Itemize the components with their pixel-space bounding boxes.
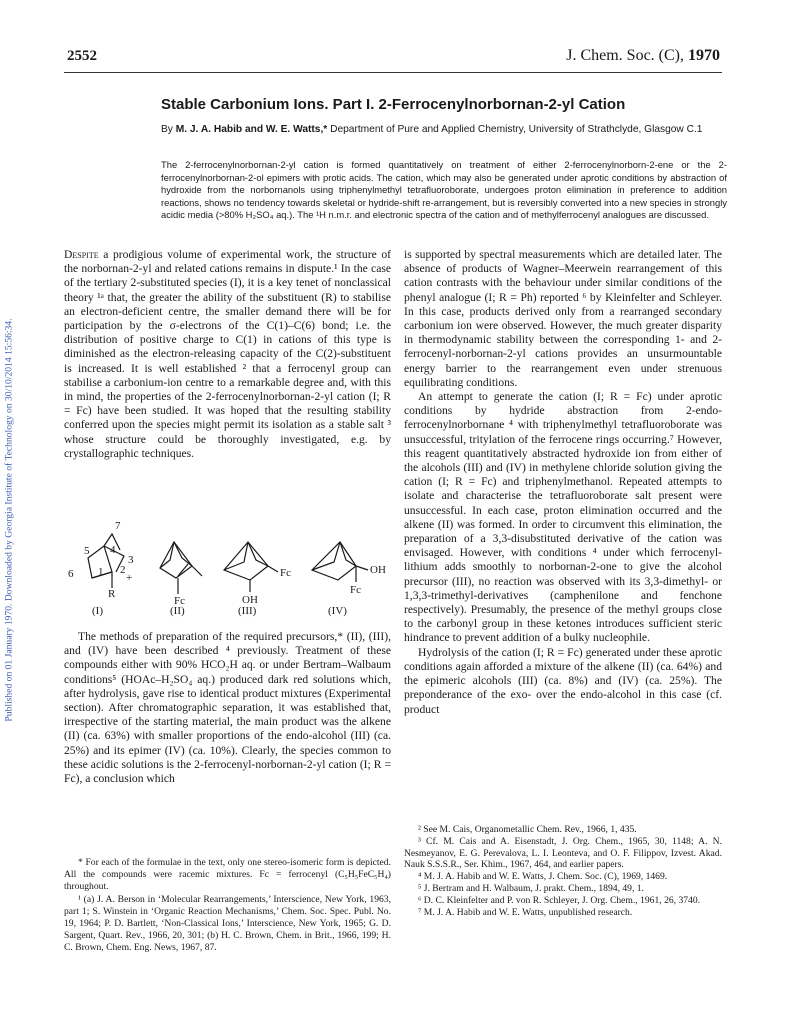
- journal-name: J. Chem. Soc. (C),: [566, 47, 684, 64]
- structure-I: [88, 534, 124, 588]
- left-column-bottom: [64, 630, 391, 786]
- reference-6: ⁶ D. C. Kleinfelter and P. von R. Schleyer, J. Org. Chem., 1961, 26, 3740.: [418, 894, 701, 906]
- atom-2: 2: [120, 564, 126, 576]
- header-rule: [64, 72, 722, 73]
- affiliation: Department of Pure and Applied Chemistry, University of Strathclyde, Glasgow C.1: [330, 124, 703, 135]
- structure-IV-oh: OH: [370, 564, 386, 576]
- atom-6: 6: [68, 568, 74, 580]
- cation-charge: +: [126, 572, 133, 584]
- article-title: Stable Carbonium Ions. Part I. 2-Ferrocenylnorbornan-2-yl Cation: [161, 96, 626, 113]
- reference-2: ² See M. Cais, Organometallic Chem. Rev., 1966, 1, 435.: [418, 824, 637, 835]
- right-column: [404, 248, 722, 717]
- structure-scheme: [64, 520, 394, 620]
- right-footnotes: [404, 824, 722, 918]
- atom-1: 1: [98, 566, 104, 578]
- label-III: (III): [238, 605, 257, 617]
- intro-paragraph: [64, 248, 391, 461]
- structure-IV-fc: Fc: [350, 584, 361, 596]
- left-footnotes: [64, 857, 391, 953]
- abstract: The 2-ferrocenylnorbornan-2-yl cation is formed quantitatively on treatment of either 2-ferrocenylnorborn-2-ene or the 2-ferrocenylnorbornan-2-ol epimers with protic acids. The cation, which may also be generated under aprotic conditions by abstraction of hydroxide from the norbornanols using triphenylmethyl tetrafluoroborate, undergoes proton elimination in preference to addition reactions, shows no tendency towards skeletal or hydride-shift re-arrangement, but is reversibly converted into a new species in strongly acidic media (>80% H₂SO₄ aq.). The ¹H n.m.r. and electronic spectra of the cation and of methylferrocenyl analogues are discussed.: [161, 159, 727, 220]
- atom-7: 7: [115, 520, 121, 532]
- download-watermark-text: Published on 01 January 1970. Downloaded by Georgia Institute of Technology on 30/10/2014 15:56:34.: [3, 318, 15, 722]
- journal-citation: [566, 47, 720, 65]
- atom-4: 4: [110, 544, 116, 556]
- footnote-star: * For each of the formulae in the text, only one stereo-isomeric form is depicted. All the compounds were racemic mixtures. Fc = ferrocenyl (C₅H₅FeC₅H₄) throughout.: [64, 857, 391, 892]
- drop-word: Despite: [64, 248, 99, 261]
- substituent-r: R: [108, 588, 116, 600]
- structure-II: [160, 542, 202, 594]
- byline-prefix: By: [161, 124, 173, 135]
- page-number: 2552: [67, 48, 97, 64]
- reference-3: ³ Cf. M. Cais and A. Eisenstadt, J. Org. Chem., 1965, 30, 1148; A. N. Nesmeyanov, E. G. Perevalova, L. I. Leonteva, and O. F. Filippov, Izvest. Akad. Nauk S.S.S.R., Ser. Khim., 1967, 464, and earlier papers.: [404, 835, 722, 871]
- download-watermark: [2, 240, 16, 800]
- reference-4: ⁴ M. J. A. Habib and W. E. Watts, J. Chem. Soc. (C), 1969, 1469.: [418, 871, 668, 883]
- continuation-paragraph: is supported by spectral measurements which are detailed later. The absence of products of Wagner–Meerwein rearrangement of this cation contrasts with the behaviour under similar conditions of the phenyl analogue (I; R = Ph) reported ⁶ by Kleinfelter and Schleyer. In this case, products derived only from a rearranged secondary carbonium ion were observed. However, the much greater disparity in thermodynamic stability between the corresponding 1- and 2-ferrocenyl-norbornan-2-yl cations provides an unsurmountable energy barrier to the rearrangement even under strenuous equilibrating conditions.: [404, 248, 722, 389]
- methods-paragraph: The methods of preparation of the required precursors,* (II), (III), and (IV) have been described ⁴ previously. Treatment of these compounds either with 90% HCO₂H aq. or under Bertram–Walbaum conditions⁵ (HOAc–H₂SO₄ aq.) produced dark red solutions which, after hydrolysis, gave rise to identical product mixtures (Experimental section). After chromatographic separation, it was established that, irrespective of the starting material, the main product was the alkene (II) (ca. 63%) with smaller proportions of the endo-alcohol (III) (ca. 25%) and its epimer (IV) (ca. 10%). Clearly, the species common to these acidic solutions is the 2-ferrocenyl-norbornan-2-yl cation (I; R = Fc), a conclusion which: [64, 630, 391, 786]
- label-IV: (IV): [328, 605, 347, 617]
- structure-III-fc: Fc: [280, 567, 291, 579]
- left-column-top: [64, 248, 391, 461]
- journal-year: 1970: [688, 47, 720, 64]
- atom-5: 5: [84, 545, 90, 557]
- byline: [161, 123, 731, 136]
- authors: M. J. A. Habib and W. E. Watts,*: [175, 124, 328, 135]
- hydrolysis-paragraph: Hydrolysis of the cation (I; R = Fc) generated under these aprotic conditions again afforded a mixture of the alkene (II) (ca. 64%) and the epimeric alcohols (III) (ca. 8%) and (IV) (ca. 25%). The preponderance of the exo- over the endo-alcohol in this case (cf. product: [404, 645, 722, 716]
- reference-1: ¹ (a) J. A. Berson in ‘Molecular Rearrangements,’ Interscience, New York, 1963, part 1; S. Winstein in ‘Organic Reaction Mechanisms,’ Chem. Soc. Spec. Publ. No. 19, 1964; P. D. Bartlett, ‘Non-Classical Ions,’ Interscience, New York, 1965; G. D. Sargent, Quart. Rev., 1966, 20, 301; (b) H. C. Brown, Chem. in Brit., 1966, 199; H. C. Brown, Chem. Eng. News, 1967, 87.: [64, 894, 391, 953]
- structure-II-fc: Fc: [174, 595, 185, 607]
- intro-text: a prodigious volume of experimental work, the structure of the norbornan-2-yl and related cations remains in dispute.¹ In the case of the tertiary 2-substituted species (I), it is a key tenet of nonclassical theory ¹ᵃ that, the greater the ability of the substituent (R) to stabilise an electron-deficient centre, the smaller demand there will be for participation by the σ-electrons of the C(1)–C(6) bond; i.e. the distribution of positive charge to C(1) in cations of this type is diminished as the electron-releasing capacity of the C(2)-substituent is increased. It is well established ² that a ferrocenyl group can stabilise a carbonium-ion centre to a remarkable degree and, with this in mind, the properties of the 2-ferrocenylnorbornan-2-yl cation (I; R = Fc) have been studied. It was hoped that the resulting stability conferred upon the species might permit its isolation as a stable salt ³ whose structure could be thoroughly investigated, e.g. by crystallographic techniques.: [64, 248, 391, 460]
- aprotic-paragraph: An attempt to generate the cation (I; R = Fc) under aprotic conditions by hydride abstraction from 2-endo-ferrocenylnorbornane ⁴ with triphenylmethyl tetrafluoroborate was unsuccessful, tritylation of the ferrocene rings occurring.⁷ However, this reagent quantitatively abstracted hydroxide ion from either of the alcohols (III) and (IV) in methylene chloride solution giving the cation (I; R = Fc) and triphenylmethanol. Repeated attempts to isolate and characterise the tetrafluoroborate salt present were unsuccessful. In each case, proton elimination occurred and the alkene (II) was formed. In order to circumvent this elimination, the preparation of a 3,3-disubstituted derivative of the cation was envisaged. However, with conditions ⁴ under which ferrocenyl-lithium adds smoothly to norbornan-2-one to give the alcohol precursor (III), no reaction was observed with its 3,3-dimethyl- or 1,3,3-trimethyl-derivatives (camphenilone and fenchone respectively). Presumably, the presence of the methyl groups close to the carbonyl group in these ketones introduces sufficient steric hindrance to prevent addition of a bulky nucleophile.: [404, 390, 722, 645]
- structure-III: [224, 542, 278, 592]
- atom-3: 3: [128, 554, 134, 566]
- reference-7: ⁷ M. J. A. Habib and W. E. Watts, unpublished research.: [418, 906, 633, 918]
- label-II: (II): [170, 605, 185, 617]
- structure-IV: [312, 542, 368, 582]
- reference-5: ⁵ J. Bertram and H. Walbaum, J. prakt. Chem., 1894, 49, 1.: [418, 882, 644, 894]
- structure-III-oh: OH: [242, 594, 258, 606]
- label-I: (I): [92, 605, 103, 617]
